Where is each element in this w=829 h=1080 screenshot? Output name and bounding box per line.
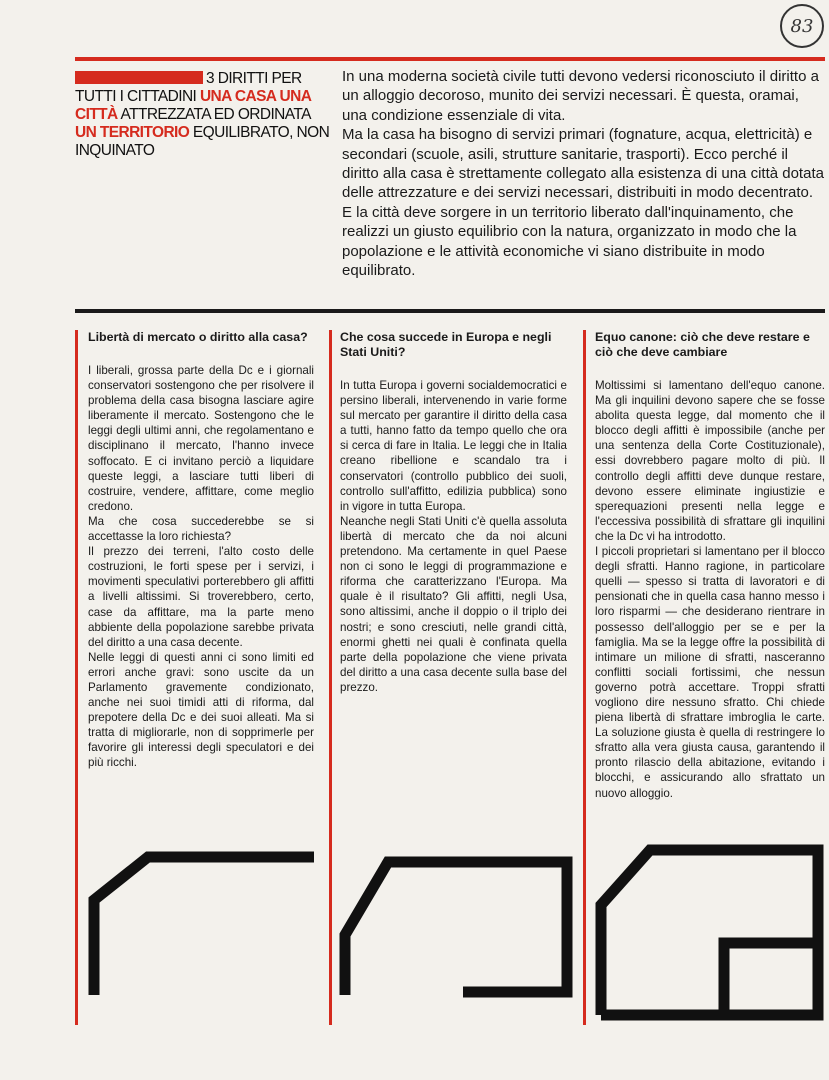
column-1-paragraph: Ma che cosa succederebbe se si accettasse la loro richiesta?: [88, 514, 314, 544]
column-3-paragraph: I piccoli proprietari si lamentano per il blocco degli sfratti. Hanno ragione, in particolare quelli — spesso si tratta di lavoratori e di pensionati che in quella casa hanno messo i loro risparmi — che desiderano rientrare in possesso dell'alloggio per se e per la famiglia. Ma se la legge offre la possibilità di intimare un milione di sfratti, nasceranno conflitti sociali fortissimi, che nessun governo potrà accettare. Troppi sfratti vogliono dire nessuno sfratto. Chi chiede piena libertà di sfrattare imbroglia le carte. La soluzione giusta è quella di restringere lo sfratto alla vera giusta causa, garantendo il pronto rilascio della abitazione, evitando i blocchi, e assicurando allo sfrattato un nuovo alloggio.: [595, 545, 825, 800]
page-number: 83: [780, 4, 824, 48]
column-3-paragraph: Moltissimi si lamentano dell'equo canone. Ma gli inquilini devono sapere che se fosse abolita questa legge, dal momento che il blocco degli affitti è impossibile (anche per una sentenza della Corte Costituzionale), essi dovrebbero pagare molto di più. Il controllo degli affitti deve dunque restare, devono essere eliminate ingiustizie e sperequazioni presenti nella legge e l'eccessiva possibilità di sfrattare gli inquilini che la Dc vi ha introdotto.: [595, 379, 825, 543]
column-1-paragraph: Il prezzo dei terreni, l'alto costo delle costruzioni, le forti spese per i servizi, i movimenti speculativi porterebbero gli affitti a livelli altissimi. Si troverebbero, certo, case da affittare, ma la parte meno abbiente della popolazione sarebbe privata del diritto a una casa decente.: [88, 545, 314, 649]
column-1-title: Libertà di mercato o diritto alla casa?: [88, 330, 308, 344]
frame-3-inner-box: [724, 943, 818, 1015]
column-3-title: Equo canone: ciò che deve restare e ciò che deve cambiare: [595, 330, 810, 359]
headline-highlight-2: UN TERRITORIO: [75, 124, 190, 141]
frame-1-open-corner: [94, 857, 314, 995]
headline-part-2: ATTREZZATA ED ORDINATA: [120, 106, 310, 123]
headline-part-1: 3 DIRITTI PER TUTTI I CITTADINI: [75, 70, 302, 105]
column-2-paragraph: In tutta Europa i governi socialdemocratici e persino liberali, intervenendo in varie forme sul mercato per garantire il diritto della casa a tutti, hanno fatto da tempo quello che ora si cerca di fare in Italia. Le leggi che in Italia creano ribellione e scandalo tra i conservatori (controllo pubblico dei suoli, controllo sull'affitto, edilizia pubblica) sono in vigore in tutta Europa.: [340, 379, 567, 513]
frame-3-outer-box: [601, 850, 818, 1015]
frame-2-open-box: [345, 862, 567, 995]
intro-paragraph-1: In una moderna società civile tutti devono vedersi riconosciuto il diritto a un alloggio decoroso, munito dei servizi necessari. È questa, oramai, una condizione essenziale di vita.: [342, 68, 819, 124]
column-1-paragraph: I liberali, grossa parte della Dc e i giornali conservatori sostengono che per risolvere il problema della casa bisogna lasciare agire liberamente il mercato. Sostengono che le leggi degli ultimi anni, che regolamentano e disciplinano il mercato, l'hanno invece soffocato. E ci invitano perciò a liquidare queste leggi, a lasciare tutti liberi di costruire, vendere, affittare, come meglio credono.: [88, 364, 314, 513]
intro-paragraph-2: Ma la casa ha bisogno di servizi primari (fognature, acqua, elettricità) e secondari (scuole, asili, strutture sanitarie, trasporti). Ecco perché il diritto alla casa è strettamente collegato alla esistenza di una città dotata delle attrezzature e dei servizi necessari, distribuiti in modo decentrato. E la città deve sorgere in un territorio liberato dall'inquinamento, che realizzi un giusto equilibrio con la natura, organizzato in modo che la popolazione e le attività economiche vi siano distribuite in modo equilibrato.: [342, 126, 824, 280]
headline-highlight-1: UNA CASA UNA CITTÀ: [75, 88, 311, 123]
column-2-paragraph: Neanche negli Stati Uniti c'è quella assoluta libertà di mercato che da noi alcuni pretendono. Ma certamente in quel Paese non ci sono le leggi di programmazione e riforma che caratterizzano l'Europa. Ma quale è il risultato? Gli affitti, negli Usa, sono altissimi, anche il doppio o il triplo dei nostri; e sono cresciuti, nelle grandi città, enormi ghetti nei quali è confinata quella parte della popolazione che viene privata del diritto a una casa decente sulla base del prezzo.: [340, 514, 567, 694]
column-1-paragraph: Nelle leggi di questi anni ci sono limiti ed errori anche gravi: sono uscite da un Parlamento gravemente condizionato, anche nei suoi timidi atti di riforma, dal prepotere della Dc e dei suoi alleati. Ma si tratta di migliorarle, non di sopprimerle per favorire gli interessi degli speculatori e dei più ricchi.: [88, 650, 314, 770]
column-2-title: Che cosa succede in Europa e negli Stati Uniti?: [340, 330, 552, 359]
headline-part-3: EQUILIBRATO, NON INQUINATO: [75, 124, 330, 159]
